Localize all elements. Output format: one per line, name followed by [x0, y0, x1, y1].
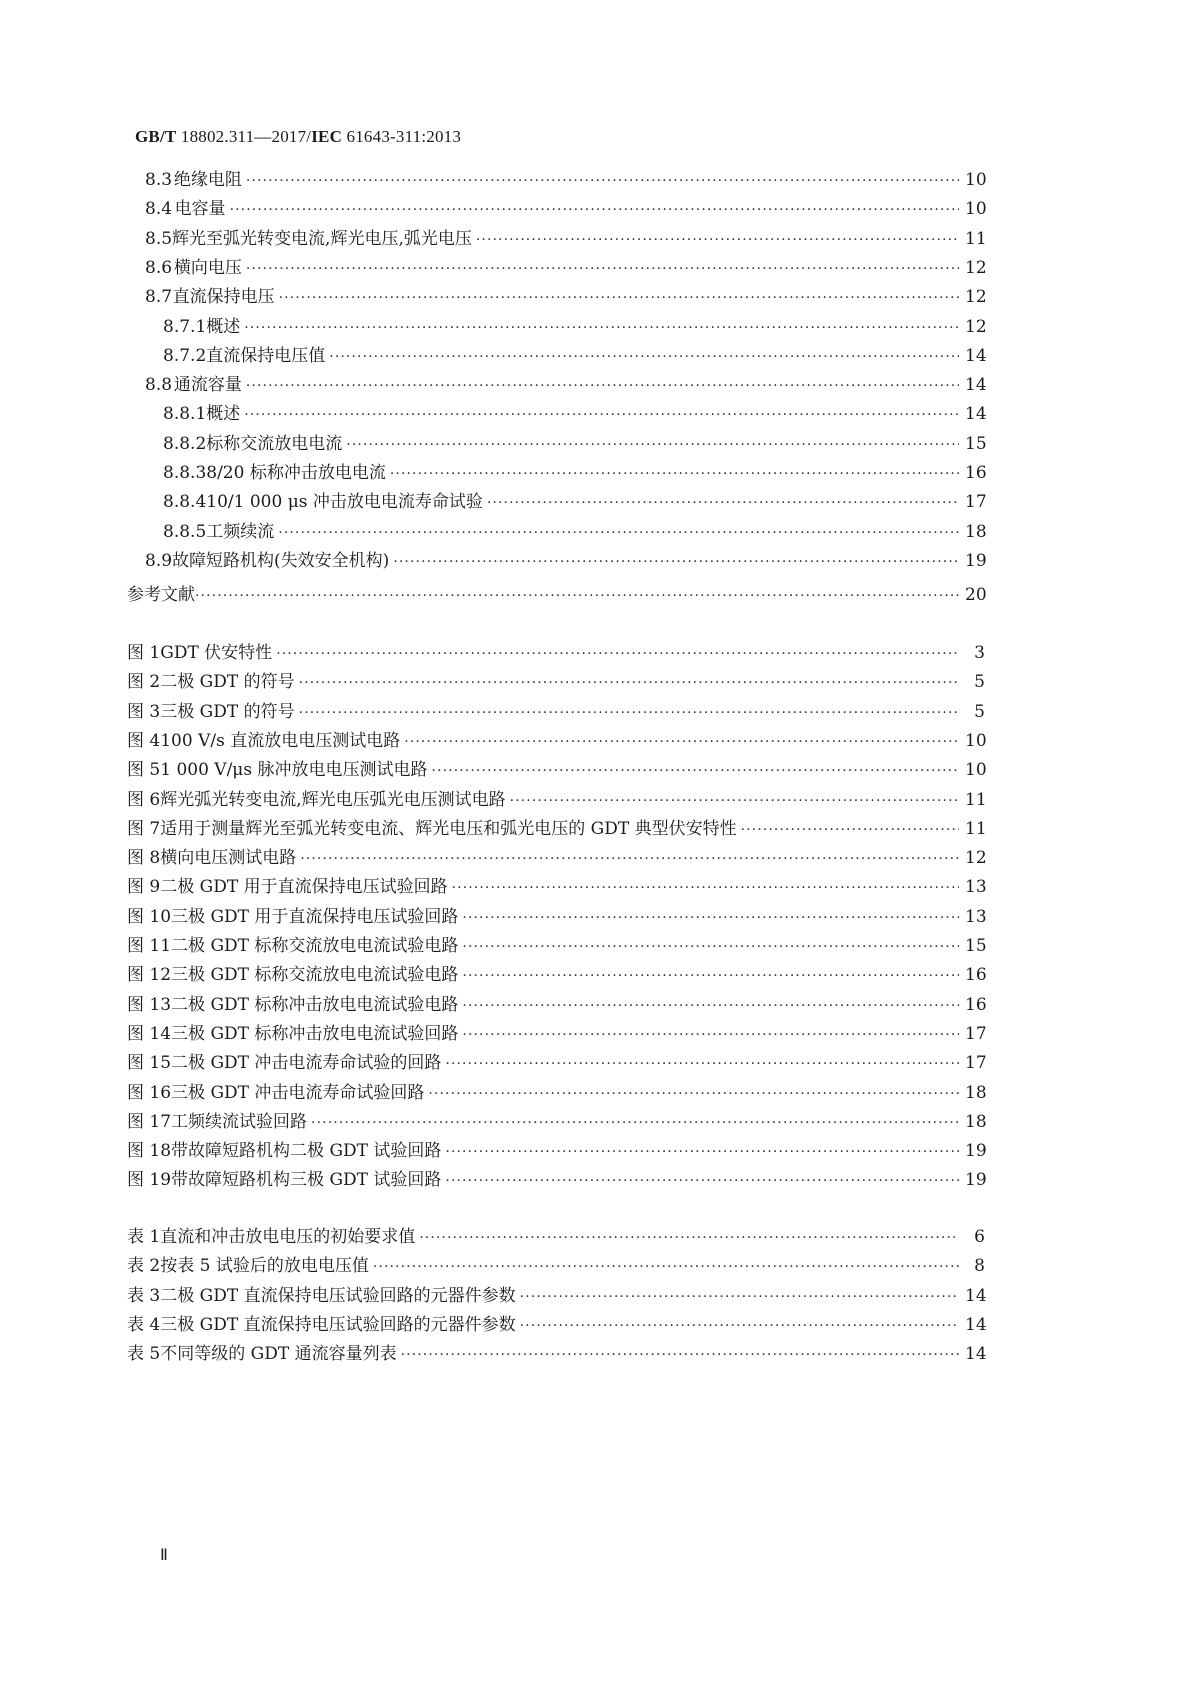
dot-leader — [329, 345, 959, 369]
sections-entry-title: 8/20 标称冲击放电电流 — [206, 463, 386, 483]
tables-entry-page: 6 — [974, 1227, 985, 1247]
figures-entry-title: 二极 GDT 标称冲击放电电流试验电路 — [171, 994, 459, 1015]
dot-leader — [279, 286, 959, 310]
figures-entry[interactable] — [127, 788, 985, 812]
figures-entry-page: 5 — [974, 672, 985, 693]
sections-entry[interactable] — [163, 490, 985, 514]
sections-entry-page: 12 — [965, 316, 987, 337]
sections-entry-title: 10/1 000 μs 冲击放电电流寿命试验 — [206, 492, 483, 513]
figures-entry[interactable] — [127, 934, 985, 958]
dot-leader — [428, 1082, 959, 1106]
tables-entry-number: 表 4 — [127, 1314, 161, 1335]
sections-entry-page: 19 — [965, 550, 987, 571]
iec-code-bold: IEC — [311, 127, 343, 146]
sections-entry-title: 直流保持电压值 — [206, 345, 326, 366]
sections-entry-page: 10 — [965, 170, 987, 190]
sections-entry-title: 故障短路机构(失效安全机构) — [172, 550, 390, 571]
figures-entry[interactable] — [127, 670, 985, 694]
dot-leader — [393, 550, 959, 574]
figures-entry-number: 图 12 — [127, 965, 172, 986]
sections-entry-page: 18 — [965, 521, 987, 542]
sections-entry-title: 横向电压 — [173, 257, 242, 278]
dot-leader — [401, 1343, 959, 1367]
sections-entry[interactable] — [145, 256, 985, 280]
figures-entry-number: 图 16 — [127, 1082, 172, 1103]
dot-leader — [246, 257, 959, 281]
sections-entry-title: 电容量 — [174, 199, 226, 220]
sections-entry[interactable] — [163, 520, 985, 544]
figures-entry-title: 100 V/s 直流放电电压测试电路 — [160, 730, 401, 751]
dot-leader — [445, 1169, 959, 1193]
document-header — [135, 127, 461, 147]
figures-entry-page: 3 — [974, 643, 985, 663]
figures-entry[interactable] — [127, 700, 985, 724]
dot-leader — [462, 1023, 959, 1047]
dot-leader — [311, 1111, 959, 1135]
figures-entry-number: 图 18 — [127, 1141, 172, 1162]
sections-entry-page: 14 — [965, 404, 987, 425]
figures-entry-number: 图 4 — [127, 730, 161, 751]
sections-entry-title: 辉光至弧光转变电流,辉光电压,弧光电压 — [172, 228, 472, 249]
dot-leader — [276, 642, 959, 666]
dot-leader — [445, 1052, 959, 1076]
figures-entry-number: 图 6 — [127, 789, 161, 810]
figures-entry[interactable] — [127, 1051, 985, 1075]
dot-leader — [741, 818, 959, 842]
sections-entry-page: 12 — [965, 257, 987, 278]
dot-leader — [487, 491, 959, 515]
figures-entry-page: 19 — [965, 1170, 987, 1191]
dot-leader — [520, 1285, 959, 1309]
sections-entry-number: 8.7.2 — [163, 345, 207, 366]
sections-entry-number: 8.9 — [145, 550, 173, 571]
tables-entry-page: 14 — [965, 1285, 987, 1306]
sections-entry-number: 8.8.2 — [163, 433, 207, 454]
figures-entry-page: 18 — [965, 1082, 987, 1103]
tables-entry-page: 14 — [965, 1314, 987, 1335]
figures-entry-title: 辉光弧光转变电流,辉光电压弧光电压测试电路 — [160, 789, 506, 810]
figures-entry-page: 18 — [965, 1111, 987, 1132]
sections-entry-number: 8.8 — [145, 375, 173, 396]
figures-entry-page: 16 — [965, 965, 987, 986]
tables-entry-title: 不同等级的 GDT 通流容量列表 — [160, 1344, 397, 1365]
sections-entry-page: 16 — [965, 463, 987, 483]
tables-entry-number: 表 1 — [127, 1227, 161, 1247]
figures-entry-page: 12 — [965, 848, 987, 869]
sections-entry-title: 标称交流放电电流 — [206, 433, 343, 454]
figures-entry-page: 15 — [965, 936, 987, 956]
figures-entry-page: 17 — [965, 1053, 987, 1074]
sections-entry-number: 8.5 — [145, 228, 173, 249]
figures-entry-title: 三极 GDT 标称交流放电电流试验电路 — [171, 965, 459, 986]
dot-leader — [300, 847, 959, 871]
figures-entry[interactable] — [127, 993, 985, 1017]
sections-entry-number: 8.8.4 — [163, 492, 207, 513]
figures-entry-title: 二极 GDT 冲击电流寿命试验的回路 — [171, 1053, 442, 1074]
figures-entry[interactable] — [127, 875, 985, 899]
figures-entry-page: 19 — [965, 1141, 987, 1162]
sections-entry-number: 参考文献 — [127, 585, 195, 606]
sections-entry[interactable] — [145, 197, 985, 221]
figures-entry-number: 图 8 — [127, 848, 161, 869]
figures-entry-number: 图 5 — [127, 760, 161, 781]
sections-entry-number: 8.6 — [145, 257, 173, 278]
figures-entry-title: 三极 GDT 的符号 — [160, 701, 295, 722]
figures-entry-title: 三极 GDT 用于直流保持电压试验回路 — [171, 906, 459, 927]
dot-leader — [404, 730, 959, 754]
dot-leader — [299, 671, 959, 695]
sections-entry[interactable] — [163, 344, 985, 368]
sections-entry-title: 直流保持电压 — [172, 287, 275, 308]
dot-leader — [452, 876, 959, 900]
dot-leader — [246, 169, 959, 193]
figures-entry-page: 10 — [965, 730, 987, 751]
figures-entry[interactable] — [127, 1110, 985, 1134]
figures-entry[interactable] — [127, 1168, 985, 1192]
figures-entry-number: 图 15 — [127, 1053, 172, 1074]
sections-entry-page: 10 — [965, 199, 987, 220]
sections-entry-number: 8.7.1 — [163, 316, 207, 337]
figures-entry[interactable] — [127, 641, 985, 665]
figures-entry-page: 16 — [965, 994, 987, 1015]
standard-code-bold: GB/T — [135, 127, 177, 146]
dot-leader — [244, 403, 959, 427]
figures-entry-title: 带故障短路机构二极 GDT 试验回路 — [171, 1141, 442, 1162]
dot-leader — [510, 789, 959, 813]
sections-entry-number: 8.3 — [145, 170, 173, 190]
figures-entry[interactable] — [127, 758, 985, 782]
iec-code-rest: 61643-311:2013 — [342, 127, 462, 146]
dot-leader — [462, 935, 959, 959]
figures-entry[interactable] — [127, 963, 985, 987]
dot-leader — [476, 228, 959, 252]
figures-entry-title: 横向电压测试电路 — [160, 848, 297, 869]
dot-leader — [230, 198, 959, 222]
sections-entry-page: 20 — [965, 585, 987, 606]
sections-entry-title: 绝缘电阻 — [173, 170, 242, 190]
tables-entry-page: 14 — [965, 1344, 987, 1365]
figures-entry-number: 图 2 — [127, 672, 161, 693]
figures-entry[interactable] — [127, 817, 985, 841]
tables-entry-title: 三极 GDT 直流保持电压试验回路的元器件参数 — [160, 1314, 516, 1335]
sections-entry-number: 8.8.3 — [163, 463, 207, 483]
tables-entry[interactable] — [127, 1342, 985, 1366]
dot-leader — [390, 462, 959, 486]
sections-entry[interactable] — [145, 373, 985, 397]
sections-entry-page: 15 — [965, 433, 987, 454]
dot-leader — [462, 906, 959, 930]
figures-entry-page: 5 — [974, 701, 985, 722]
dot-leader — [346, 433, 959, 457]
sections-entry[interactable] — [163, 402, 985, 426]
figures-entry-page: 11 — [965, 818, 987, 839]
dot-leader — [246, 374, 959, 398]
figures-entry[interactable] — [127, 846, 985, 870]
sections-entry-number: 8.8.1 — [163, 404, 207, 425]
sections-entry-number: 8.7 — [145, 287, 173, 308]
figures-entry-title: 工频续流试验回路 — [171, 1111, 308, 1132]
figures-entry-page: 13 — [965, 906, 987, 927]
dot-leader — [432, 759, 960, 783]
figures-entry-number: 图 14 — [127, 1023, 172, 1044]
dot-leader — [462, 994, 959, 1018]
figures-entry-number: 图 10 — [127, 906, 172, 927]
tables-entry-number: 表 3 — [127, 1285, 161, 1306]
dot-leader — [278, 521, 959, 545]
sections-entry-number: 8.8.5 — [163, 521, 207, 542]
tables-entry-title: 直流和冲击放电电压的初始要求值 — [160, 1227, 416, 1247]
sections-entry-number: 8.4 — [145, 199, 173, 220]
sections-entry-page: 17 — [965, 492, 987, 513]
tables-entry[interactable] — [127, 1225, 985, 1249]
dot-leader — [299, 701, 959, 725]
sections-entry-title: 概述 — [206, 404, 241, 425]
sections-entry[interactable] — [145, 285, 985, 309]
sections-entry[interactable] — [163, 461, 985, 485]
dot-leader — [195, 584, 959, 608]
dot-leader — [520, 1314, 959, 1338]
standard-code-rest: 18802.311—2017/ — [176, 127, 312, 146]
figures-entry[interactable] — [127, 729, 985, 753]
tables-entry-title: 二极 GDT 直流保持电压试验回路的元器件参数 — [160, 1285, 516, 1306]
figures-entry-number: 图 7 — [127, 818, 161, 839]
figures-entry-number: 图 17 — [127, 1111, 172, 1132]
dot-leader — [419, 1226, 959, 1250]
figures-entry-number: 图 13 — [127, 994, 172, 1015]
tables-entry[interactable] — [127, 1313, 985, 1337]
dot-leader — [462, 964, 959, 988]
sections-entry-page: 14 — [965, 375, 987, 396]
figures-entry-title: 适用于测量辉光至弧光转变电流、辉光电压和弧光电压的 GDT 典型伏安特性 — [160, 818, 737, 839]
sections-entry[interactable] — [127, 583, 985, 607]
figures-entry-page: 10 — [965, 760, 987, 781]
figures-entry-title: 二极 GDT 的符号 — [160, 672, 295, 693]
tables-entry-page: 8 — [974, 1256, 985, 1277]
sections-entry[interactable] — [145, 227, 985, 251]
figures-entry-title: 带故障短路机构三极 GDT 试验回路 — [171, 1170, 442, 1191]
sections-entry[interactable] — [145, 549, 985, 573]
sections-entry-title: 通流容量 — [173, 375, 242, 396]
figures-entry[interactable] — [127, 1081, 985, 1105]
tables-entry-number: 表 5 — [127, 1344, 161, 1365]
dot-leader — [373, 1255, 959, 1279]
figures-entry-number: 图 9 — [127, 877, 161, 898]
sections-entry-page: 11 — [965, 228, 987, 249]
tables-entry-title: 按表 5 试验后的放电电压值 — [160, 1256, 369, 1277]
dot-leader — [445, 1140, 959, 1164]
tables-entry[interactable] — [127, 1254, 985, 1278]
dot-leader — [244, 316, 959, 340]
figures-entry[interactable] — [127, 1139, 985, 1163]
figures-entry-title: 二极 GDT 标称交流放电电流试验电路 — [171, 936, 459, 956]
figures-entry-page: 13 — [965, 877, 987, 898]
figures-entry-number: 图 19 — [127, 1170, 172, 1191]
sections-entry[interactable] — [163, 315, 985, 339]
figures-entry-title: 三极 GDT 标称冲击放电电流试验回路 — [171, 1023, 459, 1044]
sections-entry[interactable] — [163, 432, 985, 456]
figures-entry-title: GDT 伏安特性 — [160, 643, 273, 663]
tables-entry[interactable] — [127, 1284, 985, 1308]
sections-entry[interactable] — [145, 168, 985, 192]
figures-entry-title: 1 000 V/μs 脉冲放电电压测试电路 — [160, 760, 428, 781]
sections-entry-page: 14 — [965, 345, 987, 366]
figures-entry-page: 11 — [965, 789, 987, 810]
sections-entry-page: 12 — [965, 287, 987, 308]
figures-entry[interactable] — [127, 1022, 985, 1046]
page-number: Ⅱ — [160, 1547, 168, 1564]
figures-entry-number: 图 11 — [127, 936, 172, 956]
sections-entry-title: 概述 — [206, 316, 241, 337]
figures-entry-title: 二极 GDT 用于直流保持电压试验回路 — [160, 877, 448, 898]
tables-entry-number: 表 2 — [127, 1256, 161, 1277]
sections-entry-title: 工频续流 — [206, 521, 275, 542]
figures-entry-title: 三极 GDT 冲击电流寿命试验回路 — [171, 1082, 425, 1103]
figures-entry[interactable] — [127, 905, 985, 929]
figures-entry-number: 图 1 — [127, 643, 161, 663]
figures-entry-number: 图 3 — [127, 701, 161, 722]
figures-entry-page: 17 — [965, 1023, 987, 1044]
